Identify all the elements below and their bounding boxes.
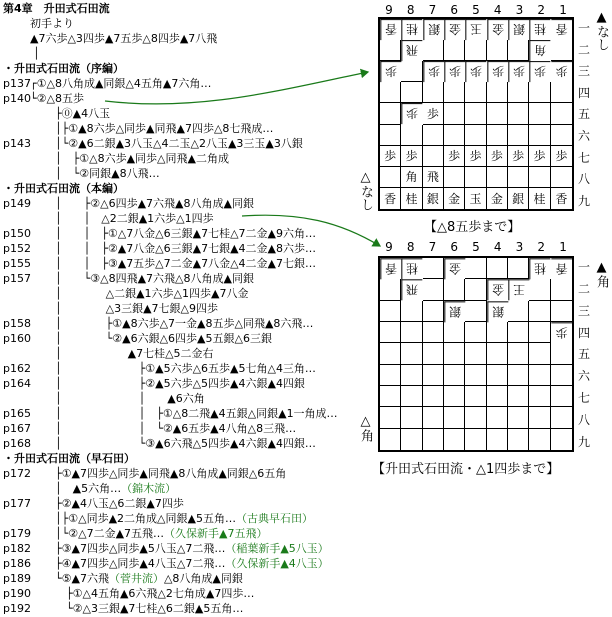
variation-line: ┌①△8八角成▲同銀△4五角▲7六角… [30, 77, 212, 90]
section-heading: ・升田式石田流（早石田） [3, 452, 135, 465]
board-square [380, 125, 401, 146]
board-square [551, 386, 572, 407]
board-piece: 香 [555, 191, 568, 206]
board-square [401, 322, 422, 343]
board-piece: 歩 [508, 61, 529, 82]
page-ref: p167 [3, 422, 31, 435]
variation-line: │ └②同銀▲8八飛… [55, 167, 160, 180]
variation-line: │├①▲8六歩△同歩▲同飛▲7四歩△8七飛成… [55, 122, 274, 135]
board-square [380, 103, 401, 124]
board-square [465, 82, 486, 103]
row-label: 八 [577, 412, 590, 427]
row-label: 六 [577, 129, 590, 143]
variation-line: │ ▲7七桂△5二金右 [55, 347, 214, 360]
board-square [529, 365, 550, 386]
board-piece: 銀 [508, 19, 529, 40]
board-square [551, 407, 572, 428]
board-square [401, 82, 422, 103]
board-square [423, 429, 444, 450]
page-ref: p164 [3, 377, 31, 390]
board-square [529, 429, 550, 450]
row-label: 四 [577, 325, 590, 340]
column-label: 9 [385, 240, 393, 254]
board-square [465, 407, 486, 428]
board-piece: 銀 [508, 188, 529, 209]
board-square [487, 40, 508, 61]
board1-caption: 【△8五歩まで】 [424, 220, 521, 235]
board-square [529, 125, 550, 146]
board-square [401, 386, 422, 407]
board-piece: 歩 [487, 61, 508, 82]
column-label: 4 [493, 3, 502, 17]
board-piece: 香 [380, 188, 401, 209]
board-square [465, 429, 486, 450]
board-piece: 歩 [444, 146, 465, 167]
board-piece: 桂 [401, 19, 422, 40]
board-square [529, 103, 550, 124]
row-label: 二 [577, 282, 590, 297]
variation-line: ├①△4五角▲6六飛△2七角成▲7四歩… [55, 587, 255, 600]
row-label: 五 [577, 347, 590, 362]
board-square [551, 343, 572, 364]
board-square [401, 407, 422, 428]
column-label: 8 [406, 240, 415, 254]
column-label: 5 [472, 240, 480, 254]
board-square [444, 386, 465, 407]
board-square [508, 103, 529, 124]
board2-sente-hand: △角 [358, 414, 373, 442]
board-square [529, 322, 550, 343]
board-piece: 桂 [529, 19, 550, 40]
board-square [465, 279, 486, 300]
page-ref: p137 [3, 77, 31, 90]
board-piece: 歩 [380, 146, 401, 167]
variation-line: │ │ ▲6六角 [55, 392, 205, 405]
board-square [444, 279, 465, 300]
board-square [444, 343, 465, 364]
strategy-name: （古典早石田） [235, 512, 313, 525]
board-piece: 金 [487, 19, 508, 40]
board-square [380, 365, 401, 386]
board-square [487, 103, 508, 124]
arrow-to-board2 [242, 215, 380, 246]
board-piece: 金 [487, 188, 508, 209]
column-label: 2 [537, 240, 546, 254]
board-square [551, 82, 572, 103]
board-square [380, 301, 401, 322]
row-label: 三 [577, 303, 590, 318]
board-piece: 歩 [551, 322, 572, 343]
board-square [551, 301, 572, 322]
variation-line: ├③▲7四歩△同歩▲5八玉△7二飛…（稲葉新手▲5八玉） [55, 542, 329, 555]
board-piece: 歩 [423, 61, 444, 82]
variation-line: │ ├①▲5六歩△6五歩▲5七角△4三角… [55, 362, 316, 375]
variation-line: │ │ ├②▲7八金△6三銀▲7七銀▲4二金▲8六歩… [55, 242, 317, 255]
page-ref: p157 [3, 272, 31, 285]
board-square [423, 386, 444, 407]
board-square [487, 322, 508, 343]
board-square [444, 82, 465, 103]
board-square [551, 167, 572, 188]
row-label: 七 [577, 150, 590, 165]
board-square [487, 429, 508, 450]
board-piece: 角 [529, 40, 550, 61]
variation-line: ├②▲4八玉△6二銀▲7四歩 [55, 497, 184, 510]
board-piece: 歩 [551, 61, 572, 82]
board-piece: 歩 [529, 146, 550, 167]
variation-line: ▲7六歩△3四歩▲7五歩△8四歩▲7八飛 [30, 32, 218, 45]
board-square [465, 365, 486, 386]
board-square [444, 429, 465, 450]
board-piece: 飛 [401, 279, 422, 300]
board-square [401, 365, 422, 386]
row-label: 一 [577, 260, 590, 275]
board-square [380, 82, 401, 103]
board-square [508, 301, 529, 322]
board-square [487, 82, 508, 103]
board-piece: 歩 [508, 146, 529, 167]
board-piece: 玉 [465, 19, 486, 40]
board-piece: 銀 [423, 188, 444, 209]
variation-line: └⑤▲7六飛（菅井流）△8八角成▲同銀 [55, 572, 243, 585]
page-ref: p186 [3, 557, 31, 570]
variation-line: │ ├②△6四歩▲7六飛▲8八角成▲同銀 [55, 197, 254, 210]
strategy-name: （稲葉新手▲5八玉） [225, 542, 329, 555]
page-ref: p143 [3, 137, 31, 150]
board-square [465, 40, 486, 61]
board-square [401, 429, 422, 450]
variation-line: │ △3三銀▲7七銀△9四歩 [55, 302, 218, 315]
variation-line: │ └③▲6六飛△5四歩▲4六銀▲4四銀… [55, 437, 316, 450]
board-square [423, 343, 444, 364]
board-square [423, 279, 444, 300]
section-heading: ・升田式石田流（序編） [3, 62, 124, 75]
page-ref: p158 [3, 317, 31, 330]
page-ref: p192 [3, 602, 31, 615]
board-square [529, 301, 550, 322]
page-ref: p179 [3, 527, 31, 540]
section-heading: ・升田式石田流（本編） [3, 182, 124, 195]
variation-line: │ ├②▲5六歩△5四歩▲4六銀▲4四銀 [55, 377, 305, 390]
board-piece: 香 [551, 258, 572, 279]
board2-gote-hand: ▲角 [594, 260, 609, 288]
variation-line: │ △二銀▲1六歩△1四歩▲7八金 [55, 287, 249, 300]
board-piece: 銀 [423, 19, 444, 40]
board-piece: 銀 [444, 301, 465, 322]
board-piece: 金 [487, 279, 508, 300]
board-square [551, 279, 572, 300]
board-square [508, 365, 529, 386]
variation-line: ├⓪▲4八玉 [55, 107, 111, 120]
variation-line: │ │ △2二銀▲1六歩△1四歩 [55, 212, 214, 225]
board-piece: 歩 [487, 146, 508, 167]
board-piece: 香 [380, 258, 401, 279]
board-square [401, 343, 422, 364]
variation-line: │ ├①▲8六歩△7一金▲8五歩△同飛▲8六飛… [55, 317, 314, 330]
column-label: 5 [472, 3, 480, 17]
board-piece: 歩 [401, 146, 422, 167]
board-square [444, 125, 465, 146]
board-square [529, 279, 550, 300]
board-square [487, 407, 508, 428]
board-square [444, 407, 465, 428]
board-square [465, 103, 486, 124]
board-square [380, 279, 401, 300]
page-ref: p172 [3, 467, 31, 480]
board-square [423, 258, 444, 279]
board-square [465, 167, 486, 188]
board-square [508, 40, 529, 61]
board-square [444, 103, 465, 124]
board-piece: 桂 [529, 258, 550, 279]
column-label: 7 [428, 240, 437, 254]
row-label: 九 [577, 193, 590, 208]
column-label: 1 [559, 3, 567, 17]
board-square [487, 167, 508, 188]
board-square [529, 386, 550, 407]
row-label: 一 [577, 21, 590, 36]
page-ref: p177 [3, 497, 31, 510]
page-ref: p152 [3, 242, 31, 255]
board-piece: 銀 [487, 301, 508, 322]
variation-line: │└②▲6二銀▲3八玉△4二玉△2八玉▲3三玉▲3八銀 [55, 137, 303, 150]
board-square [465, 258, 486, 279]
board1-sente-hand: △なし [358, 170, 373, 211]
variation-line: ├①▲7四歩△同歩▲同飛▲8八角成▲同銀△6五角 [55, 467, 287, 480]
board-square [508, 258, 529, 279]
board-square [380, 407, 401, 428]
variation-line: │ │ ├①△7八金△6三銀▲7七桂△7二金▲9六角… [55, 227, 317, 240]
column-label: 3 [515, 240, 524, 254]
board2-caption: 【升田式石田流・△1四歩まで】 [372, 462, 560, 477]
board-square [508, 125, 529, 146]
page-ref: p168 [3, 437, 31, 450]
variation-line: │ ├①△8六歩▲同歩△同飛▲二角成 [55, 152, 229, 165]
column-label: 6 [450, 240, 458, 254]
board1-row-labels [576, 17, 592, 211]
board-square [508, 82, 529, 103]
board-piece: 歩 [423, 103, 444, 124]
board-piece: 角 [401, 167, 422, 188]
variation-line: │ └③△8四飛▲7六飛△8八角成▲同銀 [55, 272, 254, 285]
variation-line: │ ▲5六角…（錦木流） [55, 482, 177, 495]
board-piece: 金 [444, 19, 465, 40]
page-ref: p189 [3, 572, 31, 585]
board-square [465, 322, 486, 343]
column-label: 2 [537, 3, 546, 17]
board-square [508, 343, 529, 364]
board-square [465, 125, 486, 146]
section-heading: 第4章 升田式石田流 [3, 2, 110, 15]
board-piece: 王 [508, 279, 529, 300]
variation-line: │├①△同歩▲2二角成△同銀▲5五角…（古典早石田） [55, 512, 313, 525]
board-square [444, 167, 465, 188]
strategy-name: （久保新手▲4八玉） [225, 557, 329, 570]
board-piece: 玉 [465, 188, 486, 209]
board-square [487, 125, 508, 146]
column-label: 8 [406, 3, 415, 17]
page-ref: p160 [3, 332, 31, 345]
row-label: 九 [577, 434, 590, 449]
board-piece: 歩 [465, 61, 486, 82]
board-square [423, 301, 444, 322]
board-square [380, 386, 401, 407]
board-piece: 金 [444, 188, 465, 209]
board-square [487, 343, 508, 364]
page-ref: p162 [3, 362, 31, 375]
board2 [378, 256, 574, 452]
board-piece: 桂 [401, 188, 422, 209]
variation-line: 初手より [30, 17, 74, 30]
board-square [423, 365, 444, 386]
strategy-name: （久保新手▲7五飛） [164, 527, 268, 540]
column-label: 9 [385, 3, 393, 17]
board-piece: 桂 [529, 188, 550, 209]
board-square [465, 386, 486, 407]
board-square [508, 167, 529, 188]
board-piece: 歩 [465, 146, 486, 167]
board2-row-labels [576, 256, 592, 452]
row-label: 四 [577, 85, 590, 100]
page-ref: p155 [3, 257, 31, 270]
board-square [380, 167, 401, 188]
variation-line: │ │ ├①△8二飛▲4五銀△同銀▲1一角成… [55, 407, 338, 420]
column-label: 1 [559, 240, 567, 254]
board-square [465, 343, 486, 364]
row-label: 八 [577, 172, 590, 187]
variation-line: │ │ ├③▲7五歩△7二金▲7八金△4二金▲7七銀… [55, 257, 317, 270]
board-square [529, 82, 550, 103]
board-piece: 金 [444, 258, 465, 279]
board-square [551, 40, 572, 61]
board-square [423, 146, 444, 167]
board-square [508, 407, 529, 428]
board-square [487, 258, 508, 279]
variation-line: └②△3三銀▲7七桂△6二銀▲5五角… [55, 602, 244, 615]
variation-line: └②△8五歩 [30, 92, 84, 105]
board-square [380, 343, 401, 364]
board-square [465, 301, 486, 322]
board-square [401, 301, 422, 322]
board-square [423, 125, 444, 146]
board-square [380, 429, 401, 450]
variation-line: ├④▲7四歩△同歩▲4八玉△7二飛…（久保新手▲4八玉） [55, 557, 329, 570]
board-piece: 桂 [401, 258, 422, 279]
arrow-to-board1 [105, 72, 368, 104]
board-square [423, 322, 444, 343]
board-square [529, 167, 550, 188]
board-square [380, 40, 401, 61]
board1 [378, 17, 574, 211]
page-ref: p150 [3, 227, 31, 240]
page-ref: p182 [3, 542, 31, 555]
page-ref: p165 [3, 407, 31, 420]
board-piece: 歩 [551, 146, 572, 167]
column-label: 7 [428, 3, 437, 17]
variation-line: │ │ └②▲6五歩▲4八角△8三飛… [55, 422, 297, 435]
strategy-name: （錦木流） [121, 482, 177, 495]
board-square [444, 322, 465, 343]
variation-line: │└②△7二金▲7五飛…（久保新手▲7五飛） [55, 527, 268, 540]
board-square [529, 407, 550, 428]
column-label: 4 [493, 240, 502, 254]
column-label: 6 [450, 3, 458, 17]
board-piece: 歩 [380, 61, 401, 82]
board-square [529, 343, 550, 364]
board-square [423, 82, 444, 103]
board-square [508, 386, 529, 407]
board-square [401, 125, 422, 146]
board-piece: 歩 [529, 61, 550, 82]
board-square [508, 429, 529, 450]
board-square [444, 40, 465, 61]
board1-gote-hand: ▲なし [594, 10, 609, 51]
board2-column-labels [378, 240, 574, 254]
board-piece: 香 [551, 19, 572, 40]
board-square [401, 61, 422, 82]
row-label: 五 [577, 107, 590, 122]
row-label: 三 [577, 64, 590, 79]
board-piece: 歩 [444, 61, 465, 82]
board-square [551, 125, 572, 146]
row-label: 二 [577, 42, 590, 57]
variation-line: │ [33, 47, 40, 60]
board-square [551, 365, 572, 386]
board-piece: 飛 [401, 40, 422, 61]
board-piece: 飛 [423, 167, 444, 188]
column-label: 3 [515, 3, 524, 17]
board-piece: 歩 [401, 103, 422, 124]
board-square [444, 365, 465, 386]
board-square [380, 322, 401, 343]
board-square [487, 386, 508, 407]
row-label: 七 [577, 390, 590, 405]
page-ref: p149 [3, 197, 31, 210]
strategy-name: （菅井流） [108, 572, 164, 585]
board-square [423, 407, 444, 428]
variation-line: │ └②▲6六銀△6四歩▲5五銀△6三銀 [55, 332, 272, 345]
board1-column-labels [378, 3, 574, 17]
board-square [551, 103, 572, 124]
board-square [551, 429, 572, 450]
board-piece: 香 [380, 19, 401, 40]
board-square [487, 365, 508, 386]
page-ref: p140 [3, 92, 31, 105]
board-square [423, 40, 444, 61]
board-square [508, 322, 529, 343]
row-label: 六 [577, 369, 590, 384]
page-ref: p190 [3, 587, 31, 600]
